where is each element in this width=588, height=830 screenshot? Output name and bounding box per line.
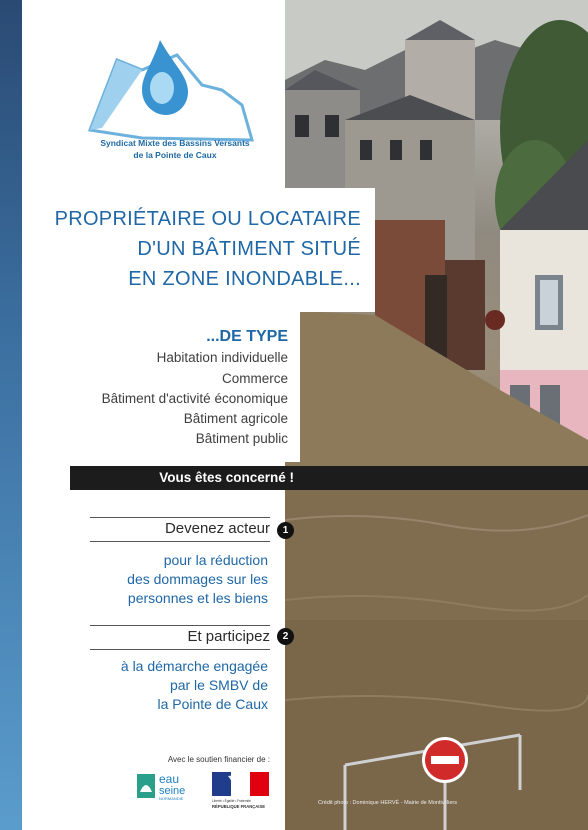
step1-desc-line: pour la réduction: [163, 552, 268, 568]
concerned-banner: [70, 466, 588, 490]
flood-photo-drawing: [285, 0, 588, 830]
flood-photo: [285, 0, 588, 830]
types-heading: ...DE TYPE: [206, 328, 288, 345]
step2-label: Et participez: [187, 628, 270, 645]
step1-desc-line: personnes et les biens: [127, 590, 268, 606]
rf-logo-name: RÉPUBLIQUE FRANÇAISE: [212, 804, 266, 809]
title-block: [22, 188, 375, 312]
financial-support-text: Avec le soutien financier de :: [167, 755, 270, 764]
building-types-block: [22, 312, 300, 462]
title-line-3: EN ZONE INONDABLE...: [128, 268, 361, 290]
step2-rule-bottom: [90, 649, 270, 650]
step1-number-badge: 1: [277, 522, 294, 539]
eau-logo-text-1: eau: [159, 772, 180, 786]
step1-desc-line: des dommages sur les: [127, 571, 268, 587]
step1-label: Devenez acteur: [164, 520, 270, 537]
step2-rule-top: [90, 625, 270, 626]
step2-description: [80, 657, 268, 714]
type-item: Bâtiment d'activité économique: [101, 391, 288, 406]
smbv-logo: [82, 30, 262, 170]
photo-credit: Crédit photo : Dominique HERVÉ - Mairie de Montivilliers: [318, 800, 457, 806]
left-gradient-strip: [0, 0, 22, 830]
republique-francaise-logo: [212, 770, 270, 810]
step2-desc-line: à la démarche engagée: [120, 658, 268, 674]
logo-text-line1: Syndicat Mixte des Bassins Versants: [100, 138, 250, 148]
title-line-1: PROPRIÉTAIRE OU LOCATAIRE: [54, 208, 361, 230]
logo-text-line2: de la Pointe de Caux: [133, 150, 217, 160]
step2-number-badge: 2: [277, 628, 294, 645]
type-item: Bâtiment agricole: [183, 411, 288, 426]
step1-rule-top: [90, 517, 270, 518]
title-line-2: D'UN BÂTIMENT SITUÉ: [137, 238, 361, 260]
concerned-text: Vous êtes concerné !: [159, 470, 294, 485]
eau-seine-normandie-logo: [137, 770, 199, 802]
step2-desc-line: par le SMBV de: [169, 677, 268, 693]
eau-logo-text-2: seine: [159, 785, 186, 797]
type-item: Commerce: [221, 371, 288, 386]
step1-description: [80, 551, 268, 608]
type-item: Bâtiment public: [195, 431, 288, 446]
eau-logo-text-3: NORMANDIE: [159, 796, 184, 801]
type-item: Habitation individuelle: [156, 350, 288, 365]
step2-desc-line: la Pointe de Caux: [157, 696, 268, 712]
step1-rule-bottom: [90, 541, 270, 542]
rf-logo-motto: Liberté • Égalité • Fraternité: [212, 799, 251, 803]
